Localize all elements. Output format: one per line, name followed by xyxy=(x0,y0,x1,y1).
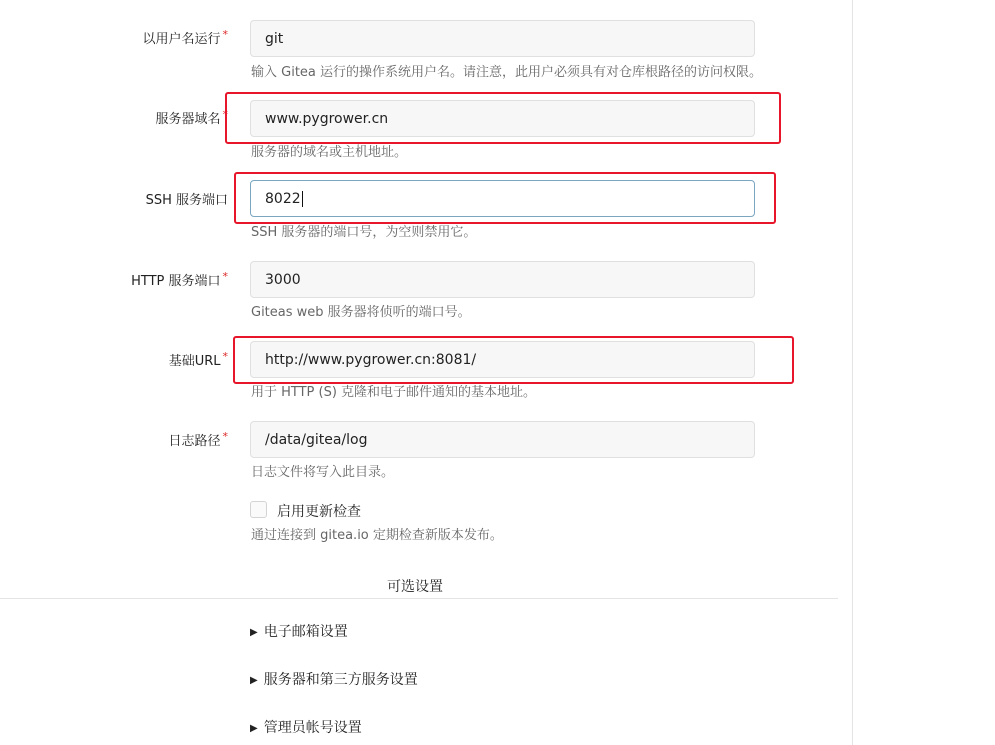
right-side-panel xyxy=(852,0,995,745)
run-user-label-text: 以用户名运行 xyxy=(142,32,221,47)
log-path-help: 日志文件将写入此目录。 xyxy=(251,465,395,480)
highlight-box-ssh-port xyxy=(234,172,776,224)
run-user-help: 输入 Gitea 运行的操作系统用户名。请注意，此用户必须具有对仓库根路径的访问权限。 xyxy=(251,65,763,80)
domain-label-text: 服务器域名 xyxy=(155,112,221,127)
base-url-value: http://www.pygrower.cn:8081/ xyxy=(265,351,477,368)
base-url-help: 用于 HTTP (S) 克隆和电子邮件通知的基本地址。 xyxy=(251,385,537,400)
update-check-label[interactable]: 启用更新检查 xyxy=(277,504,361,520)
ssh-port-help: SSH 服务器的端口号，为空则禁用它。 xyxy=(251,225,477,240)
base-url-label-text: 基础URL xyxy=(168,354,221,369)
ssh-port-label-text: SSH 服务端口 xyxy=(145,193,228,208)
server-third-party-settings-toggle[interactable] xyxy=(250,669,418,689)
http-port-help: Giteas web 服务器将侦听的端口号。 xyxy=(251,305,471,320)
domain-help: 服务器的域名或主机地址。 xyxy=(251,145,408,160)
update-check-checkbox[interactable] xyxy=(250,501,267,518)
base-url-label xyxy=(0,350,228,369)
section-divider xyxy=(0,598,838,599)
required-mark: * xyxy=(222,28,228,41)
update-check-help: 通过连接到 gitea.io 定期检查新版本发布。 xyxy=(251,528,503,543)
http-port-input[interactable] xyxy=(250,261,755,298)
triangle-right-icon: ▶ xyxy=(250,675,258,686)
admin-account-settings-toggle[interactable] xyxy=(250,717,362,737)
domain-label xyxy=(0,108,228,127)
required-mark: * xyxy=(222,108,228,121)
log-path-label-text: 日志路径 xyxy=(168,434,221,449)
run-user-label xyxy=(0,28,228,47)
required-mark: * xyxy=(222,430,228,443)
domain-value: www.pygrower.cn xyxy=(265,110,389,127)
http-port-label xyxy=(0,270,228,289)
triangle-right-icon: ▶ xyxy=(250,627,258,638)
ssh-port-label xyxy=(0,189,228,208)
http-port-label-text: HTTP 服务端口 xyxy=(131,274,221,289)
server-third-party-settings-label: 服务器和第三方服务设置 xyxy=(263,672,418,688)
log-path-label xyxy=(0,430,228,449)
log-path-value: /data/gitea/log xyxy=(265,431,368,448)
log-path-input[interactable] xyxy=(250,421,755,458)
email-settings-label: 电子邮箱设置 xyxy=(263,624,348,640)
optional-settings-title: 可选设置 xyxy=(387,579,443,595)
email-settings-toggle[interactable] xyxy=(250,621,348,641)
required-mark: * xyxy=(222,270,228,283)
run-user-input[interactable] xyxy=(250,20,755,57)
triangle-right-icon: ▶ xyxy=(250,723,258,734)
required-mark: * xyxy=(222,350,228,363)
highlight-box-domain xyxy=(222,92,781,144)
run-user-value: git xyxy=(265,30,284,47)
highlight-box-base-url xyxy=(233,336,794,384)
admin-account-settings-label: 管理员帐号设置 xyxy=(263,720,362,736)
http-port-value: 3000 xyxy=(265,271,301,288)
ssh-port-value: 8022 xyxy=(265,190,301,207)
